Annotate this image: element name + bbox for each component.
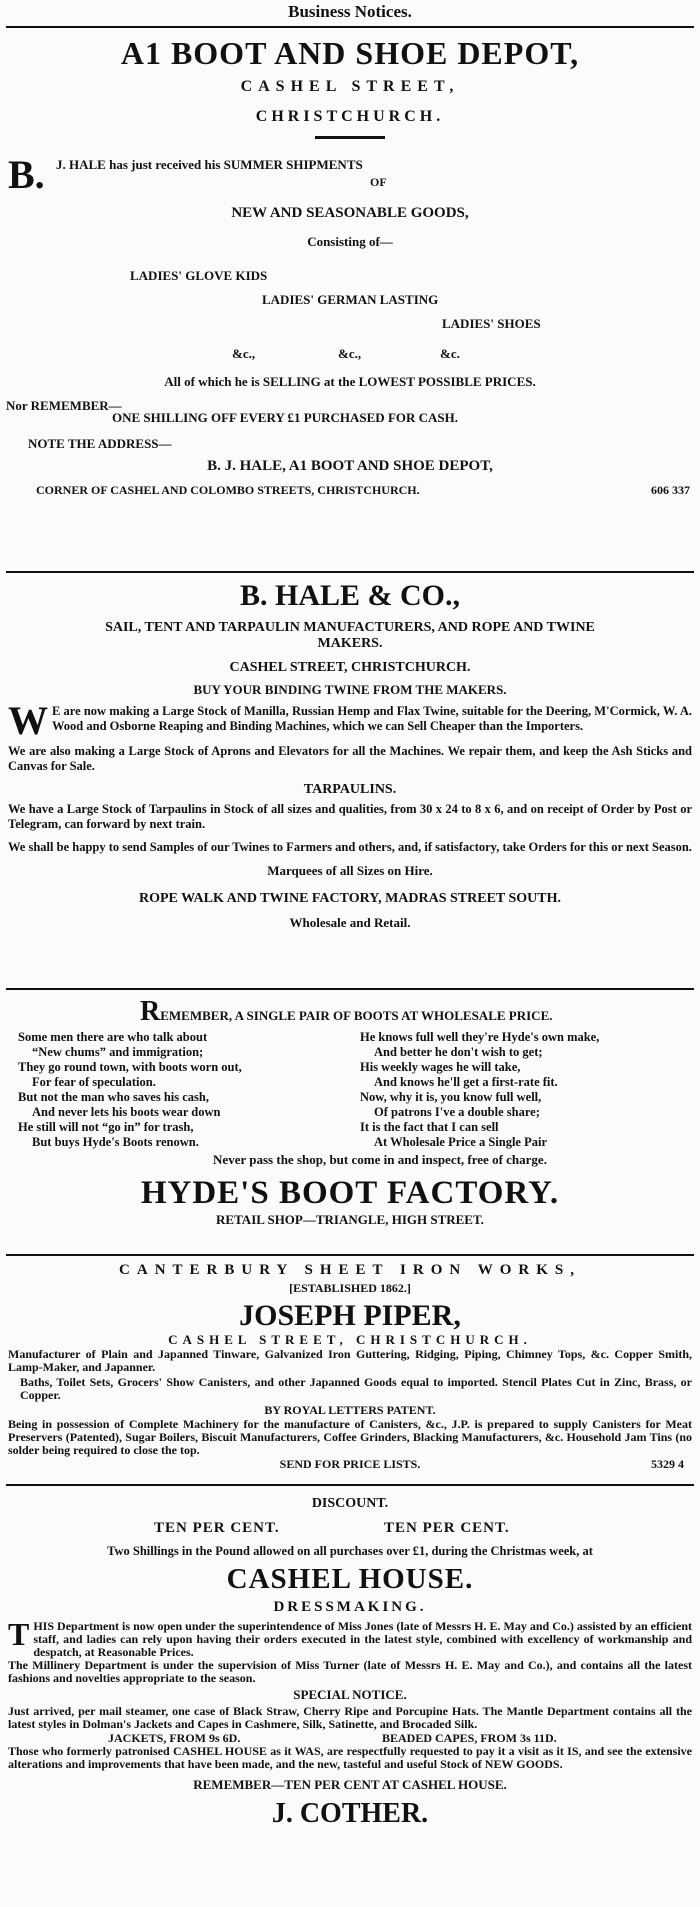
divider xyxy=(6,571,694,573)
ten-per-cent-1: TEN PER CENT. xyxy=(154,1520,280,1536)
special-notice-heading: SPECIAL NOTICE. xyxy=(293,1687,407,1702)
shillings-line: Two Shillings in the Pound allowed on all purchases over £1, during the Christmas week, at xyxy=(107,1544,593,1558)
established-line: [ESTABLISHED 1862.] xyxy=(289,1281,411,1295)
proprietor-name: J. COTHER. xyxy=(271,1798,429,1829)
poem-line: He knows full well they're Hyde's own make, xyxy=(360,1030,600,1044)
ad-hydes-boot-factory xyxy=(0,996,700,1228)
paragraph-manufacturer: Manufacturer of Plain and Japanned Tinware, Galvanized Iron Guttering, Ridging, Piping, Chimney Tops, &c. Copper Smith, Lamp-Maker, and Japanner. xyxy=(8,1347,692,1374)
ad-hale-co xyxy=(0,580,700,931)
ad-ref: 606 337 xyxy=(651,483,690,497)
poem-right-column xyxy=(340,1030,682,1150)
ropewalk-line: ROPE WALK AND TWINE FACTORY, MADRAS STREET SOUTH. xyxy=(138,891,562,906)
intro-text: J. HALE has just received his SUMMER SHIPMENTS xyxy=(56,157,363,172)
address-line-2: CORNER OF CASHEL AND COLOMBO STREETS, CHRISTCHURCH. xyxy=(36,483,420,497)
poem-line: But buys Hyde's Boots renown. xyxy=(32,1135,199,1149)
poem-line: And knows he'll get a first-rate fit. xyxy=(374,1075,558,1089)
of-text: OF xyxy=(370,175,387,189)
address-line-1: B. J. HALE, A1 BOOT AND SHOE DEPOT, xyxy=(207,458,493,474)
poem-line: But not the man who saves his cash, xyxy=(18,1090,210,1104)
short-rule xyxy=(315,136,385,139)
selling-line: All of which he is SELLING at the LOWEST POSSIBLE PRICES. xyxy=(164,374,536,389)
works-heading: CANTERBURY SHEET IRON WORKS, xyxy=(119,1262,581,1278)
page-title: Business Notices. xyxy=(288,2,412,21)
remember-label: Nor REMEMBER— xyxy=(6,398,122,413)
poem-line: Some men there are who talk about xyxy=(18,1030,208,1044)
paragraph xyxy=(0,1616,700,1659)
ad-a1-boot-depot xyxy=(0,36,700,503)
paragraph-aprons: We are also making a Large Stock of Aprons and Elevators for all the Machines. We repair them, and keep the Ash Sticks and Canvas for Sale. xyxy=(8,744,692,773)
paragraph-tarpaulins: We have a Large Stock of Tarpaulins in Stock of all sizes and qualities, from 30 x 24 to 8 x 6, and on receipt of Order by Post or Telegram, can forward by next train. xyxy=(8,802,692,831)
discount-heading: DISCOUNT. xyxy=(311,1496,389,1511)
ad-cashel-house xyxy=(0,1496,700,1829)
poem-line: And better he don't wish to get; xyxy=(374,1045,543,1059)
etc-2: &c., xyxy=(338,346,362,361)
paragraph-patronised: Those who formerly patronised CASHEL HOUSE as it WAS, are respectfully requested to pay it a visit as it IS, and see the extensive alterations and improvements that have been made, and the new, tasteful and useful Stock of NEW GOODS. xyxy=(8,1744,692,1771)
ad-street: CASHEL STREET, xyxy=(240,78,460,95)
note-address-label: NOTE THE ADDRESS— xyxy=(28,436,172,451)
drop-initial: R xyxy=(140,996,161,1027)
ad-title: CASHEL HOUSE. xyxy=(226,1563,474,1595)
etc-1: &c., xyxy=(232,346,256,361)
drop-initial: B. xyxy=(8,152,45,197)
poem-line: He still will not “go in” for trash, xyxy=(18,1120,194,1134)
capes-price: BEADED CAPES, FROM 3s 11D. xyxy=(382,1731,557,1745)
remember-text: ONE SHILLING OFF EVERY £1 PURCHASED FOR CASH. xyxy=(112,410,459,425)
ad-ref: 5329 4 xyxy=(651,1457,684,1471)
poem-line: They go round town, with boots worn out, xyxy=(18,1060,242,1074)
section-header xyxy=(0,2,700,28)
patent-line: BY ROYAL LETTERS PATENT. xyxy=(264,1403,436,1417)
poem-line: And never lets his boots wear down xyxy=(32,1105,221,1119)
paragraph-text: E are now making a Large Stock of Manilla, Russian Hemp and Flax Twine, suitable for the Deering, M'Cormick, W. A. Wood and Osborne Reaping and Binding Machines, which we can Sell Cheaper than the Importers. xyxy=(52,704,692,733)
poem-line: For fear of speculation. xyxy=(32,1075,156,1089)
poem-line: His weekly wages he will take, xyxy=(360,1060,521,1074)
paragraph-text: HIS Department is now open under the superintendence of Miss Jones (late of Messrs H. E. May and Co.) assisted by an efficient staff, and ladies can rely upon having their orders executed in the latest style, combined with excellency of workmanship and despatch, at Reasonable Prices. xyxy=(33,1619,692,1659)
divider xyxy=(6,988,694,990)
send-price-lists: SEND FOR PRICE LISTS. xyxy=(279,1457,421,1471)
item-glove-kids: LADIES' GLOVE KIDS xyxy=(130,268,268,283)
retail-shop-line: RETAIL SHOP—TRIANGLE, HIGH STREET. xyxy=(216,1212,484,1227)
item-shoes: LADIES' SHOES xyxy=(442,316,541,331)
divider xyxy=(6,1254,694,1256)
ten-per-cent-2: TEN PER CENT. xyxy=(384,1520,510,1536)
poem-line: At Wholesale Price a Single Pair xyxy=(374,1135,548,1149)
divider xyxy=(6,26,694,28)
poem-left-column xyxy=(18,1030,340,1150)
remember-heading-text: EMEMBER, A SINGLE PAIR OF BOOTS AT WHOLESALE PRICE. xyxy=(160,1008,553,1023)
paragraph-millinery: The Millinery Department is under the supervision of Miss Turner (late of Messrs H. E. May and Co.), and contains all the latest fashions and novelties appropriate to the season. xyxy=(8,1658,692,1685)
ad-title: HYDE'S BOOT FACTORY. xyxy=(140,1175,560,1211)
ad-joseph-piper xyxy=(0,1262,700,1473)
poem-line: “New chums” and immigration; xyxy=(32,1045,204,1059)
twine-heading: BUY YOUR BINDING TWINE FROM THE MAKERS. xyxy=(193,682,507,697)
consisting-text: Consisting of— xyxy=(307,234,393,249)
paragraph-baths: Baths, Toilet Sets, Grocers' Show Canisters, and other Japanned Goods equal to imported. Stencil Plates Cut in Zinc, Brass, or Copper. xyxy=(20,1375,692,1402)
marquees-line: Marquees of all Sizes on Hire. xyxy=(267,863,433,878)
poem-line: It is the fact that I can sell xyxy=(360,1120,499,1134)
item-german-lasting: LADIES' GERMAN LASTING xyxy=(262,292,439,307)
drop-initial: T xyxy=(8,1616,30,1652)
ad-subtitle-2: MAKERS. xyxy=(317,636,383,651)
wholesale-line: Wholesale and Retail. xyxy=(289,915,411,930)
goods-heading: NEW AND SEASONABLE GOODS, xyxy=(231,205,469,221)
ad-street: CASHEL STREET, CHRISTCHURCH. xyxy=(168,1332,532,1347)
jackets-price: JACKETS, FROM 9s 6D. xyxy=(108,1731,241,1745)
ad-city: CHRISTCHURCH. xyxy=(255,108,445,125)
ad-title: B. HALE & CO., xyxy=(239,579,461,612)
poem xyxy=(0,1030,700,1150)
remember-line: REMEMBER—TEN PER CENT AT CASHEL HOUSE. xyxy=(193,1777,507,1792)
drop-initial: W xyxy=(8,698,48,743)
ad-subtitle-1: SAIL, TENT AND TARPAULIN MANUFACTURERS, AND ROPE AND TWINE xyxy=(105,620,595,635)
paragraph-machinery: Being in possession of Complete Machinery for the manufacture of Canisters, &c., J.P. is prepared to supply Canisters for Meat Preservers (Patented), Sugar Boilers, Biscuit Manufacturers, Coffee Grinders, Blacking Manufacturers, &c. Household Jam Tins (no solder being required to close the top. xyxy=(8,1417,692,1457)
ad-title: A1 BOOT AND SHOE DEPOT, xyxy=(120,35,580,71)
divider xyxy=(6,1484,694,1486)
tarpaulins-heading: TARPAULINS. xyxy=(303,782,397,797)
poem-line: Now, why it is, you know full well, xyxy=(360,1090,542,1104)
dressmaking-heading: DRESSMAKING. xyxy=(273,1599,427,1615)
closing-line: Never pass the shop, but come in and inspect, free of charge. xyxy=(213,1152,547,1167)
paragraph-samples: We shall be happy to send Samples of our Twines to Farmers and others, and, if satisfactory, take Orders for this or next Season. xyxy=(8,840,692,854)
ad-location: CASHEL STREET, CHRISTCHURCH. xyxy=(229,660,471,675)
remember-heading xyxy=(140,996,700,1028)
poem-line: Of patrons I've a double share; xyxy=(374,1105,540,1119)
paragraph-arrivals: Just arrived, per mail steamer, one case of Black Straw, Cherry Ripe and Porcupine Hats. The Mantle Department contains all the latest styles in Dolman's Jackets and Capes in Cashmere, Silk, Satinette, and Brocaded Silk. xyxy=(8,1704,692,1731)
etc-3: &c. xyxy=(440,346,460,361)
paragraph xyxy=(0,698,700,743)
ad-title: JOSEPH PIPER, xyxy=(239,1299,461,1332)
